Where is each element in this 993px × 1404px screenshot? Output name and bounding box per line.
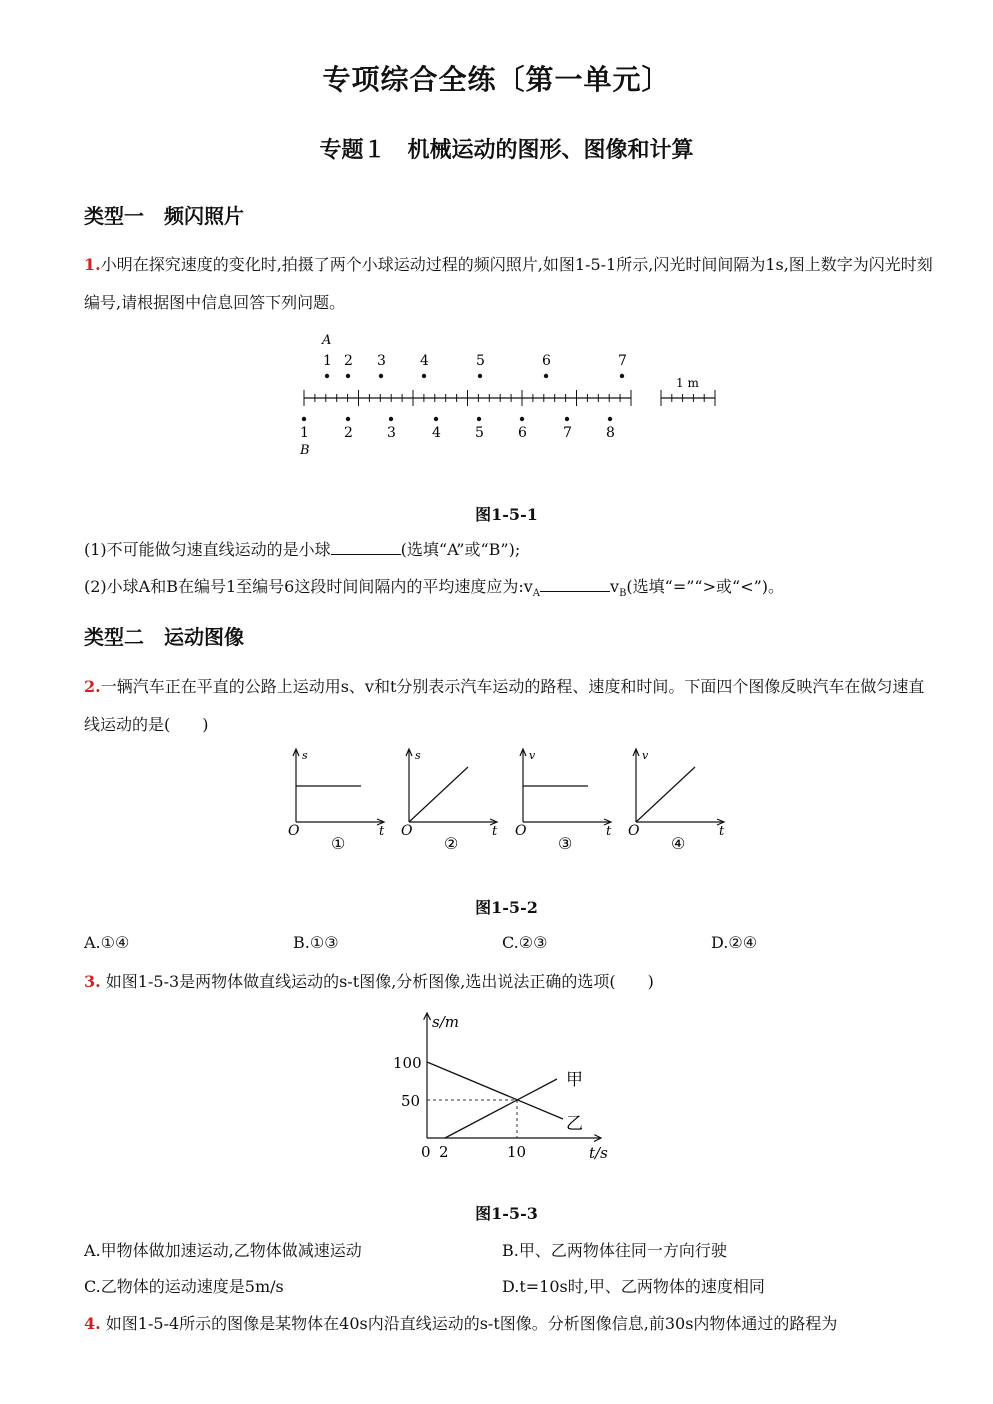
x-tick-10: 10	[507, 1143, 527, 1161]
ball-a-position	[346, 374, 350, 378]
ball-a-position	[325, 374, 329, 378]
ball-a-position	[422, 374, 426, 378]
answer-blank-2[interactable]	[540, 577, 610, 592]
ball-a-position	[478, 374, 482, 378]
question-1-part-2	[84, 574, 784, 599]
question-text: 小明在探究速度的变化时,拍摄了两个小球运动过程的频闪照片,如图1-5-1所示,闪光时间间隔为1s,图上数字为闪光时刻编号,请根据图中信息回答下列问题。	[84, 255, 933, 312]
ball-b-label: B	[300, 443, 310, 458]
ball-a-number: 2	[344, 353, 353, 369]
ball-b-number: 1	[300, 425, 309, 441]
q3-option-c[interactable]: C.乙物体的运动速度是5m/s	[84, 1277, 284, 1296]
graph-origin: O	[628, 823, 640, 839]
graph-x-label: t	[719, 824, 725, 839]
graph-number: ④	[671, 834, 686, 853]
question-text: 一辆汽车正在平直的公路上运动用s、v和t分别表示汽车运动的路程、速度和时间。下面四个图像反映汽车在做匀速直线运动的是( )	[84, 677, 925, 734]
section-heading-1: 类型一 频闪照片	[84, 204, 244, 228]
figure-caption-1: 图1-5-1	[475, 505, 538, 524]
ball-a-number: 3	[377, 353, 386, 369]
page-title: 专项综合全练〔第一单元〕	[322, 63, 671, 96]
ball-b-number: 7	[563, 425, 572, 441]
graph-x-label: t	[606, 824, 612, 839]
line-yi	[427, 1062, 563, 1119]
y-tick-50: 50	[401, 1092, 421, 1110]
figure-caption-2: 图1-5-2	[475, 898, 538, 917]
question-number: 3.	[84, 972, 101, 991]
x-tick-2: 2	[439, 1143, 449, 1161]
question-3	[84, 969, 654, 992]
graph-number: ②	[444, 834, 459, 853]
st-graph-figure	[385, 1005, 615, 1170]
graph-line	[636, 767, 695, 822]
ball-b-position	[520, 417, 524, 421]
q2-option-d[interactable]: D.②④	[711, 933, 758, 952]
question-4	[84, 1311, 837, 1334]
ball-b-number: 4	[432, 425, 441, 441]
ball-a-number: 7	[618, 353, 627, 369]
q3-option-d[interactable]: D.t=10s时,甲、乙两物体的速度相同	[502, 1277, 765, 1296]
label-yi: 乙	[566, 1114, 583, 1134]
subscript-b: B	[619, 588, 627, 600]
figure-caption-3: 图1-5-3	[475, 1204, 538, 1223]
graph-y-label: v	[529, 749, 536, 762]
ball-a-number: 5	[476, 353, 485, 369]
graph-y-label: v	[642, 749, 649, 762]
graph-origin: O	[401, 823, 413, 839]
ball-a-position	[620, 374, 624, 378]
ball-a-number: 4	[420, 353, 429, 369]
ball-b-number: 6	[518, 425, 527, 441]
ball-a-position	[544, 374, 548, 378]
part-1-text: (1)不可能做匀速直线运动的是小球	[84, 540, 331, 559]
topic-title: 专题１ 机械运动的图形、图像和计算	[319, 138, 694, 163]
graph-1	[288, 749, 385, 853]
ball-b-position	[389, 417, 393, 421]
ball-b-position	[346, 417, 350, 421]
question-1	[84, 246, 934, 322]
graph-origin: O	[515, 823, 527, 839]
question-text: 如图1-5-4所示的图像是某物体在40s内沿直线运动的s-t图像。分析图像信息,前30s内物体通过的路程为	[105, 1314, 838, 1333]
graph-number: ①	[331, 834, 346, 853]
q2-option-c[interactable]: C.②③	[502, 933, 548, 952]
x-axis-label: t/s	[589, 1144, 608, 1162]
y-axis-label: s/m	[432, 1013, 459, 1031]
graph-line	[409, 767, 468, 822]
motion-graphs-figure	[283, 744, 733, 859]
question-2	[84, 668, 934, 744]
q3-option-a[interactable]: A.甲物体做加速运动,乙物体做减速运动	[84, 1241, 362, 1260]
graph-y-label: s	[415, 749, 421, 762]
question-number: 2.	[84, 677, 101, 696]
part-2-text: (2)小球A和B在编号1至编号6这段时间间隔内的平均速度应为:v	[84, 577, 533, 596]
y-tick-100: 100	[393, 1054, 422, 1072]
section-heading-2: 类型二 运动图像	[84, 625, 244, 649]
ball-a-position	[379, 374, 383, 378]
part-1-hint: (选填“A”或“B”);	[400, 540, 521, 559]
ball-a-label: A	[322, 333, 332, 348]
q2-option-a[interactable]: A.①④	[84, 933, 130, 952]
ball-b-number: 8	[606, 425, 615, 441]
graph-2	[401, 749, 498, 853]
velocity-symbol: v	[610, 577, 620, 596]
question-1-part-1	[84, 537, 520, 560]
graph-4	[628, 749, 725, 853]
graph-y-label: s	[302, 749, 308, 762]
q2-option-b[interactable]: B.①③	[293, 933, 339, 952]
graph-x-label: t	[379, 824, 385, 839]
question-text: 如图1-5-3是两物体做直线运动的s-t图像,分析图像,选出说法正确的选项( )	[105, 972, 654, 991]
graph-origin: O	[288, 823, 300, 839]
ball-b-number: 5	[475, 425, 484, 441]
ball-b-number: 3	[387, 425, 396, 441]
scale-label: 1 m	[676, 376, 699, 390]
graph-number: ③	[558, 834, 573, 853]
ball-a-number: 6	[542, 353, 551, 369]
question-number: 1.	[84, 255, 101, 274]
ball-b-position	[477, 417, 481, 421]
line-jia	[445, 1079, 557, 1138]
q3-option-b[interactable]: B.甲、乙两物体往同一方向行驶	[502, 1241, 727, 1260]
graph-x-label: t	[492, 824, 498, 839]
ball-b-position	[608, 417, 612, 421]
ball-b-position	[434, 417, 438, 421]
question-number: 4.	[84, 1314, 101, 1333]
answer-blank-1[interactable]	[331, 540, 401, 555]
label-jia: 甲	[566, 1070, 583, 1090]
graph-3	[515, 749, 612, 853]
ball-b-position	[565, 417, 569, 421]
ball-b-position	[302, 417, 306, 421]
ball-b-number: 2	[344, 425, 353, 441]
strobe-photo-figure	[290, 330, 730, 460]
ball-a-number: 1	[323, 353, 332, 369]
subscript-a: A	[532, 588, 541, 600]
x-tick-0: 0	[421, 1143, 431, 1161]
part-2-hint: (选填“=”“>或“<”)。	[626, 577, 785, 596]
